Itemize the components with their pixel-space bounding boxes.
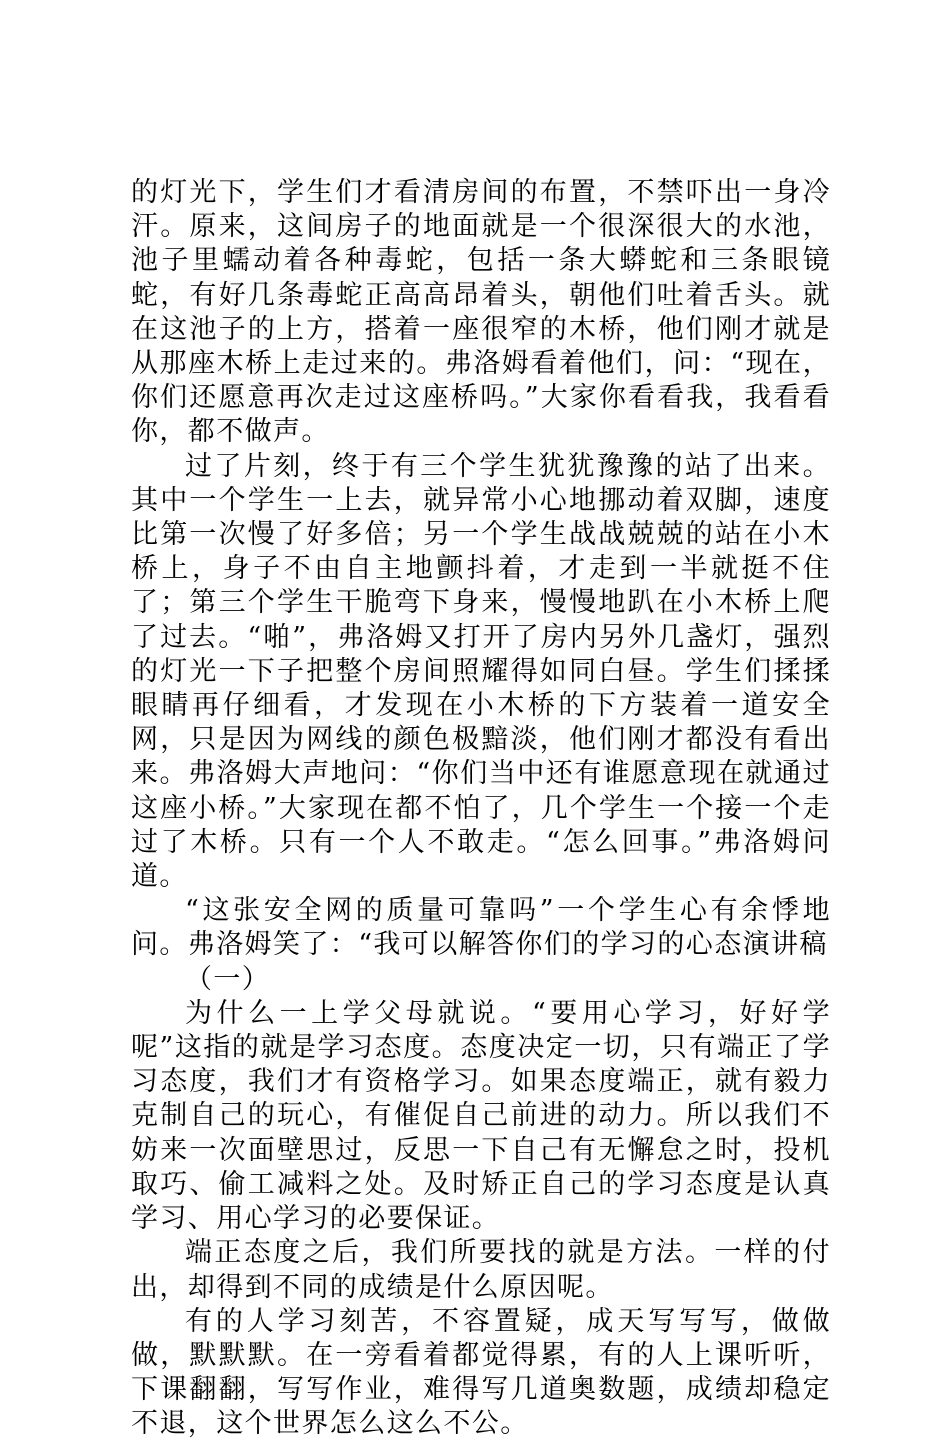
paragraph-bridge-test: 过了片刻，终于有三个学生犹犹豫豫的站了出来。其中一个学生一上去，就异常小心地挪动着双脚，速度比第一次慢了好多倍；另一个学生战战兢兢的站在小木桥上，身子不由自主地颤抖着，才走到一半就挺不住了；第三个学生干脆弯下身来，慢慢地趴在小木桥上爬了过去。“啪”，弗洛姆又打开了房内另外几盏灯，强烈的灯光一下子把整个房间照耀得如同白昼。学生们揉揉眼睛再仔细看，才发现在小木桥的下方装着一道安全网，只是因为网线的颜色极黯淡，他们刚才都没有看出来。弗洛姆大声地问：“你们当中还有谁愿意现在就通过这座小桥。”大家现在都不怕了，几个学生一个接一个走过了木桥。只有一个人不敢走。“怎么回事。”弗洛姆问道。 — [131, 450, 831, 893]
section-number: （一） — [185, 963, 271, 995]
paragraph-continued: 的灯光下，学生们才看清房间的布置，不禁吓出一身冷汗。原来，这间房子的地面就是一个很深很大的水池，池子里蠕动着各种毒蛇，包括一条大蟒蛇和三条眼镜蛇，有好几条毒蛇正高高昂着头，朝他们吐着舌头。就在这池子的上方，搭着一座很窄的木桥，他们刚才就是从那座木桥上走过来的。弗洛姆看着他们，问：“现在，你们还愿意再次走过这座桥吗。”大家你看看我，我看看你，都不做声。 — [131, 177, 831, 448]
paragraph-safety-net: “这张安全网的质量可靠吗”一个学生心有余悸地问。弗洛姆笑了：“我可以解答你们的学习的心态演讲稿 — [131, 895, 831, 961]
paragraph-attitude: 为什么一上学父母就说。“要用心学习，好好学呢”这指的就是学习态度。态度决定一切，只有端正了学习态度，我们才有资格学习。如果态度端正，就有毅力克制自己的玩心，有催促自己前进的动力。所以我们不妨来一次面壁思过，反思一下自己有无懈怠之时，投机取巧、偷工减料之处。及时矫正自己的学习态度是认真学习、用心学习的必要保证。 — [131, 997, 831, 1235]
paragraph-comparison: 有的人学习刻苦，不容置疑，成天写写写，做做做，默默默。在一旁看着都觉得累，有的人上课听听，下课翻翻，写写作业，难得写几道奥数题，成绩却稳定不退，这个世界怎么这么不公。 — [131, 1305, 831, 1440]
paragraph-method: 端正态度之后，我们所要找的就是方法。一样的付出，却得到不同的成绩是什么原因呢。 — [131, 1237, 831, 1303]
document-body — [131, 176, 831, 1442]
